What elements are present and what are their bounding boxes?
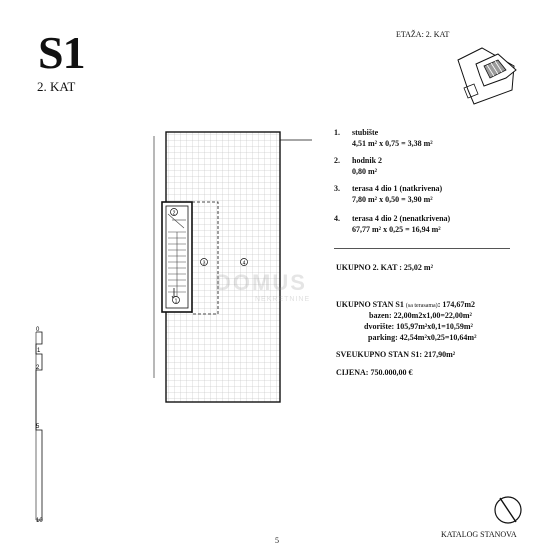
page-title: S1 <box>38 27 85 78</box>
ukupno-stan-note: (sa terasama) <box>405 303 438 309</box>
cijena: CIJENA: 750.000,00 € <box>336 368 413 377</box>
plan-label: 4 <box>242 260 246 267</box>
scale-tick: 1 <box>37 348 41 354</box>
sveukupno: SVEUKUPNO STAN S1: 217,90m² <box>336 350 456 359</box>
ukupno-stan-label: UKUPNO STAN S1 <box>336 300 404 309</box>
divider <box>334 248 510 249</box>
etaza-label: ETAŽA: 2. KAT <box>396 30 450 39</box>
key-plan-diagram <box>454 46 524 110</box>
scale-tick: 2 <box>36 365 40 371</box>
page-number: 5 <box>275 536 279 545</box>
ukupno-kat: UKUPNO 2. KAT : 25,02 m² <box>336 263 433 272</box>
scale-tick: 0 <box>36 327 40 333</box>
legend-num: 1. <box>334 128 340 137</box>
legend-value: 67,77 m² x 0,25 = 16,94 m² <box>352 225 441 234</box>
legend-num: 2. <box>334 156 340 165</box>
plan-label: 3 <box>202 260 206 267</box>
bazen-line: bazen: 22,00m2x1,00=22,00m² <box>369 311 472 320</box>
scale-tick: 5 <box>36 424 40 430</box>
watermark: DOMUS <box>215 270 307 295</box>
legend-num: 4. <box>334 214 340 223</box>
legend-name: hodnik 2 <box>352 156 383 165</box>
north-arrow-icon <box>492 494 524 526</box>
scale-tick: 10 <box>36 518 43 524</box>
legend-value: 0,80 m² <box>352 167 378 176</box>
legend-name: terasa 4 dio 1 (natkrivena) <box>352 184 443 193</box>
watermark-sub: NEKRETNINE <box>255 296 311 303</box>
legend-value: 7,80 m² x 0,50 = 3,90 m² <box>352 195 433 204</box>
legend-name: terasa 4 dio 2 (nenatkrivena) <box>352 214 451 223</box>
plan-label: 2 <box>172 210 176 217</box>
scale-bar <box>30 322 50 524</box>
legend-num: 3. <box>334 184 340 193</box>
floor-plan <box>150 128 330 408</box>
plan-label: 1 <box>174 298 178 305</box>
ukupno-stan <box>336 300 475 309</box>
floor-label: 2. KAT <box>37 79 76 94</box>
ukupno-stan-value: : 174,67m2 <box>437 300 476 309</box>
legend-name: stubište <box>352 128 379 137</box>
parking-line: parking: 42,54m²x0,25=10,64m² <box>368 333 477 342</box>
dvoriste-line: dvorište: 105,97m²x0,1=10,59m² <box>364 322 473 331</box>
katalog-label: KATALOG STANOVA <box>441 530 517 539</box>
legend-value: 4,51 m² x 0,75 = 3,38 m² <box>352 139 433 148</box>
